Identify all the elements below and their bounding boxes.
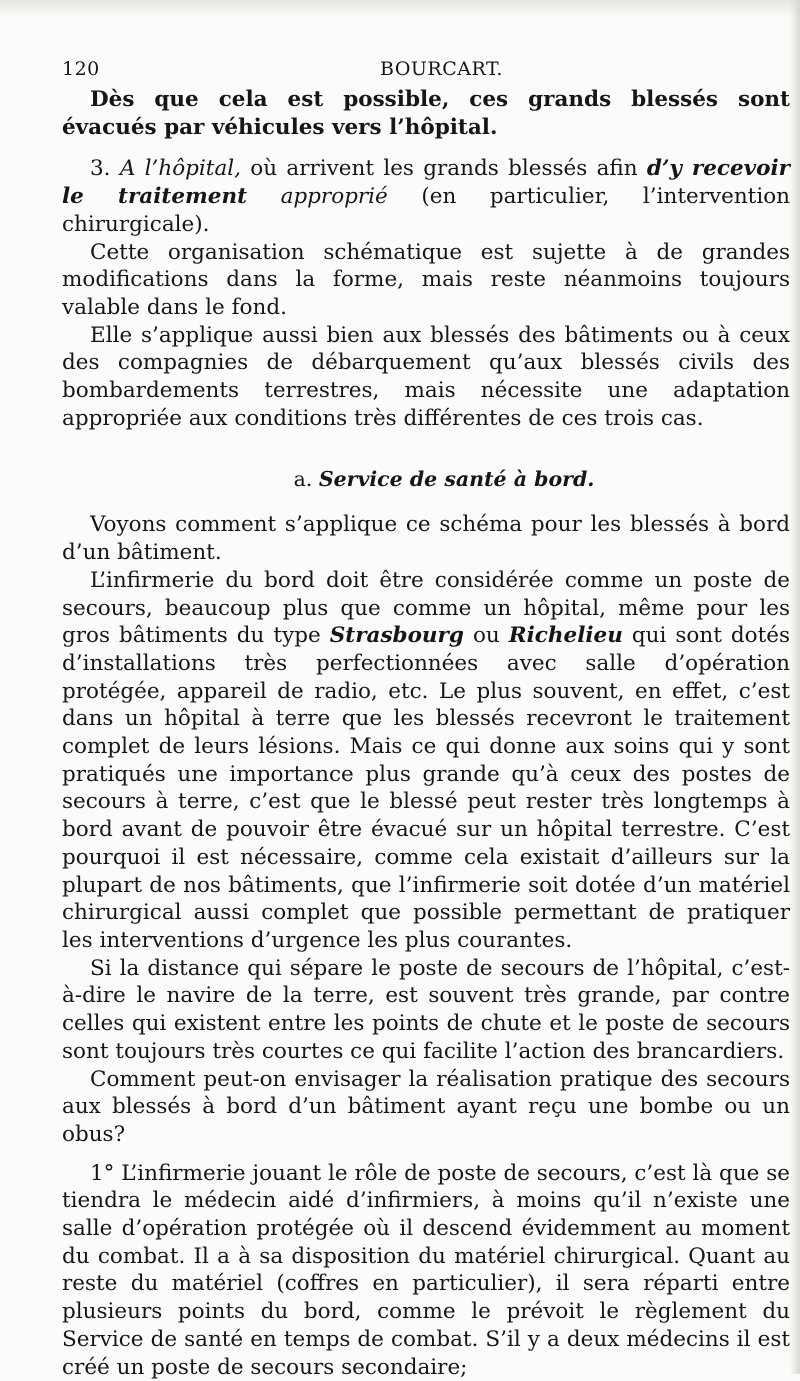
hospital-text: où arrivent les grands blessés afin bbox=[240, 156, 647, 182]
paragraph-evacuation: Dès que cela est possible, ces grands blessés sont évacués par véhicules vers l’hôpital. bbox=[62, 87, 790, 140]
section-letter: a. bbox=[293, 467, 319, 492]
hospital-phrase: A l’hôpital, bbox=[119, 156, 241, 182]
paragraph-question: Comment peut-on envisager la réalisation pratique des secours aux blessés à bord d’un bâtiment ayant reçu une bombe ou un obus? bbox=[62, 1066, 790, 1147]
treatment-phrase: d’y recevoir le traitement bbox=[62, 156, 790, 210]
infirmary-text-2: qui sont dotés d’installations très perfectionnées avec salle d’opération protégée, appareil de radio, etc. Le plus souvent, en effet, c’est dans un hôpital à terre que les blessés recevront le traitement complet de leurs lésions. Mais ce qui donne aux soins qui y sont pratiqués une importance plus grande qu’à ceux des postes de secours à terre, c’est que le blessé peut rester très longtemps à bord avant de pouvoir être évacué sur un hôpital terrestre. C’est pourquoi il est nécessaire, comme cela existait d’ailleurs sur la plupart de nos bâtiments, que l’infirmerie soit dotée d’un matériel chirurgical aussi complet que possible permettant de pratiquer les interventions d’urgence les plus courantes. bbox=[62, 623, 790, 953]
ship-name-richelieu: Richelieu bbox=[508, 623, 623, 649]
paragraph-distance: Si la distance qui sépare le poste de secours de l’hôpital, c’est-à-dire le navire de la terre, est souvent très grande, par contre celles qui existent entre les points de chute et le poste de secours sont toujours très courtes ce qui facilite l’action des brancardiers. bbox=[62, 955, 790, 1064]
hospital-text-end: (en particulier, l’intervention chirurgicale). bbox=[62, 184, 790, 237]
infirmary-text-1: L’infirmerie du bord doit être considérée comme un poste de secours, beaucoup plus que comme un hôpital, même pour les gros bâtiments du type bbox=[62, 567, 790, 649]
paragraph-schema: Voyons comment s’applique ce schéma pour les blessés à bord d’un bâtiment. bbox=[62, 512, 790, 566]
word-space bbox=[247, 184, 281, 209]
ship-name-strasbourg: Strasbourg bbox=[329, 623, 464, 649]
scan-shadow-top bbox=[0, 0, 800, 18]
section-heading bbox=[62, 467, 790, 491]
paragraph-application: Elle s’applique aussi bien aux blessés des bâtiments ou à ceux des compagnies de débarquement qu’aux blessés civils des bombardements terrestres, mais nécessite une adaptation appropriée aux conditions très différentes de ces trois cas. bbox=[62, 322, 790, 431]
book-page bbox=[62, 52, 790, 1381]
scan-shadow-right bbox=[790, 0, 800, 1374]
infirmary-conjunction: ou bbox=[463, 623, 509, 649]
list-number: 3. bbox=[90, 156, 120, 182]
running-head-author: BOURCART. bbox=[380, 58, 503, 80]
paragraph-infirmary bbox=[62, 567, 790, 955]
paragraph-hospital bbox=[62, 155, 790, 238]
paragraph-organisation: Cette organisation schématique est sujette à de grandes modifications dans la forme, mais reste néanmoins toujours valable dans le fond. bbox=[62, 239, 790, 320]
page-number: 120 bbox=[62, 58, 100, 80]
paragraph-first-point: 1° L’infirmerie jouant le rôle de poste de secours, c’est là que se tiendra le médecin aidé d’infirmiers, à moins qu’il n’existe une salle d’opération protégée où il descend évidemment au moment du combat. Il a à sa disposition du matériel chirurgical. Quant au reste du matériel (coffres en particulier), il sera réparti entre plusieurs points du bord, comme le prévoit le règlement du Service de santé en temps de combat. S’il y a deux médecins il est créé un poste de secours secondaire; bbox=[62, 1160, 790, 1380]
treatment-adjective: approprié bbox=[280, 184, 388, 210]
section-title: Service de santé à bord. bbox=[318, 467, 595, 492]
running-header bbox=[62, 52, 790, 86]
